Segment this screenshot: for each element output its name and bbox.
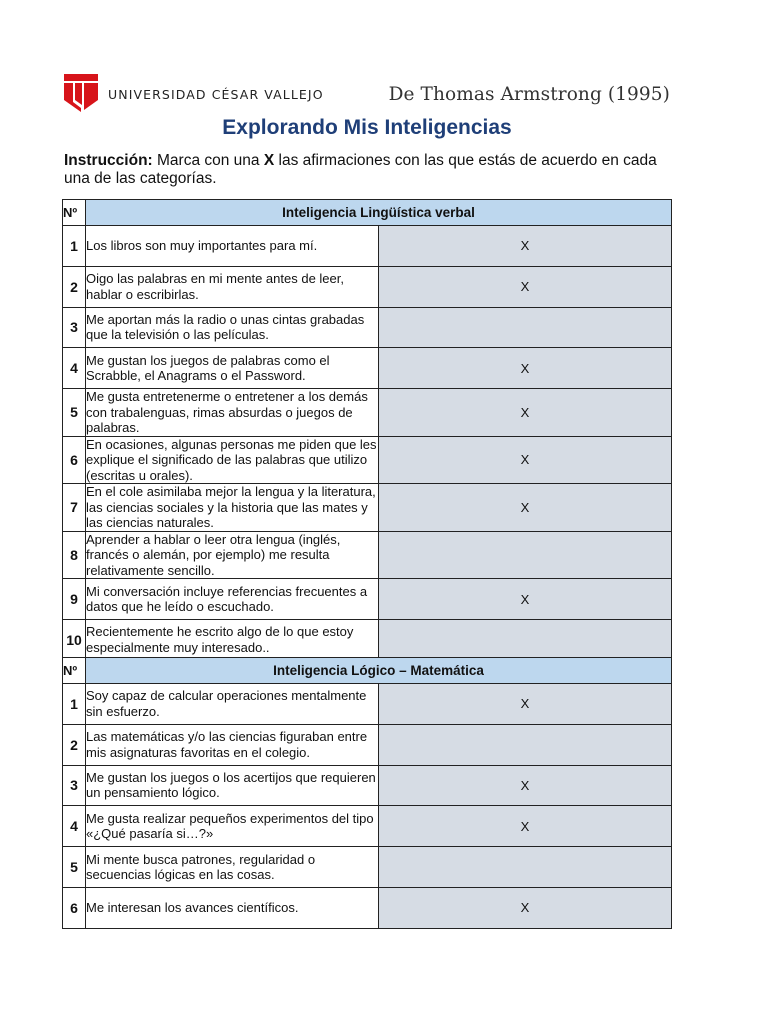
instruction-text (64, 152, 676, 188)
answer-mark-cell[interactable]: X (379, 226, 672, 267)
table-row (63, 266, 672, 307)
table-row (63, 531, 672, 579)
answer-mark-cell[interactable]: X (379, 579, 672, 620)
table-row (63, 887, 672, 928)
instruction-mark-letter: X (263, 152, 275, 169)
statement-text: Me gustan los juegos de palabras como el Scrabble, el Anagrams o el Password. (86, 348, 379, 389)
row-number: 10 (63, 619, 86, 660)
answer-mark-cell[interactable] (379, 724, 672, 765)
quiz-table-logical (62, 657, 672, 929)
row-number: 8 (63, 531, 86, 579)
answer-mark-cell[interactable]: X (379, 765, 672, 806)
row-number: 4 (63, 348, 86, 389)
row-number: 3 (63, 765, 86, 806)
row-number: 5 (63, 389, 86, 437)
row-number: 6 (63, 436, 86, 484)
number-column-header: Nº (63, 658, 86, 684)
category-header: Inteligencia Lingüística verbal (86, 200, 672, 226)
answer-mark-cell[interactable] (379, 619, 672, 660)
statement-text: Me gustan los juegos o los acertijos que requieren un pensamiento lógico. (86, 765, 379, 806)
table-row (63, 307, 672, 348)
instruction-before: Marca con una (152, 152, 264, 169)
table-row (63, 579, 672, 620)
statement-text: Mi conversación incluye referencias frecuentes a datos que he leído o escuchado. (86, 579, 379, 620)
table-row (63, 806, 672, 847)
statement-text: Los libros son muy importantes para mí. (86, 226, 379, 267)
answer-mark-cell[interactable]: X (379, 887, 672, 928)
statement-text: Me interesan los avances científicos. (86, 887, 379, 928)
row-number: 1 (63, 226, 86, 267)
statement-text: En ocasiones, algunas personas me piden que les explique el significado de las palabras que utilizo (escritas u orales). (86, 436, 377, 483)
table-row (63, 389, 672, 437)
row-number: 5 (63, 847, 86, 888)
statement-text: Recientemente he escrito algo de lo que estoy especialmente muy interesado.. (86, 619, 379, 660)
row-number: 1 (63, 684, 86, 725)
table-header-row (63, 658, 672, 684)
statement-text: Las matemáticas y/o las ciencias figuraban entre mis asignaturas favoritas en el colegio. (86, 724, 379, 765)
table-row (63, 484, 672, 532)
quiz-table-linguistic (62, 199, 672, 661)
answer-mark-cell[interactable] (379, 531, 672, 579)
statement-text: Me gusta realizar pequeños experimentos del tipo «¿Qué pasaría si…?» (86, 806, 379, 847)
table-row (63, 847, 672, 888)
university-logo-icon (64, 74, 98, 112)
instruction-label: Instrucción: (64, 152, 153, 169)
answer-mark-cell[interactable]: X (379, 484, 672, 532)
row-number: 4 (63, 806, 86, 847)
number-column-header: Nº (63, 200, 86, 226)
row-number: 3 (63, 307, 86, 348)
answer-mark-cell[interactable]: X (379, 436, 672, 484)
page-title: Explorando Mis Inteligencias (222, 116, 512, 139)
statement-text: Me aportan más la radio o unas cintas grabadas que la televisión o las películas. (86, 307, 379, 348)
table-header-row (63, 200, 672, 226)
row-number: 2 (63, 266, 86, 307)
row-number: 9 (63, 579, 86, 620)
answer-mark-cell[interactable] (379, 847, 672, 888)
answer-mark-cell[interactable]: X (379, 348, 672, 389)
row-number: 7 (63, 484, 86, 532)
university-name: UNIVERSIDAD CÉSAR VALLEJO (108, 87, 324, 102)
statement-text: Me gusta entretenerme o entretener a los demás con trabalenguas, rimas absurdas o juegos de palabras. (86, 389, 379, 437)
answer-mark-cell[interactable]: X (379, 389, 672, 437)
table-row (63, 226, 672, 267)
row-number: 2 (63, 724, 86, 765)
statement-text: Mi mente busca patrones, regularidad o secuencias lógicas en las cosas. (86, 847, 379, 888)
answer-mark-cell[interactable]: X (379, 266, 672, 307)
statement-text: Aprender a hablar o leer otra lengua (inglés, francés o alemán, por ejemplo) me resulta relativamente sencillo. (86, 531, 379, 579)
table-row (63, 724, 672, 765)
table-row (63, 765, 672, 806)
statement-text: Soy capaz de calcular operaciones mentalmente sin esfuerzo. (86, 684, 379, 725)
author-credit: De Thomas Armstrong (1995) (388, 84, 670, 105)
statement-text: En el cole asimilaba mejor la lengua y la literatura, las ciencias sociales y la historia que las mates y las ciencias naturales. (86, 484, 379, 532)
table-row (63, 619, 672, 660)
row-number: 6 (63, 887, 86, 928)
answer-mark-cell[interactable]: X (379, 684, 672, 725)
answer-mark-cell[interactable]: X (379, 806, 672, 847)
document-header (64, 70, 670, 114)
answer-mark-cell[interactable] (379, 307, 672, 348)
table-row (63, 436, 672, 484)
table-row (63, 684, 672, 725)
table-row (63, 348, 672, 389)
statement-text: Oigo las palabras en mi mente antes de leer, hablar o escribirlas. (86, 266, 379, 307)
category-header: Inteligencia Lógico – Matemática (86, 658, 672, 684)
instruction-after: las afirmaciones con las que estás de acuerdo en cada una de las categorías. (64, 152, 657, 187)
